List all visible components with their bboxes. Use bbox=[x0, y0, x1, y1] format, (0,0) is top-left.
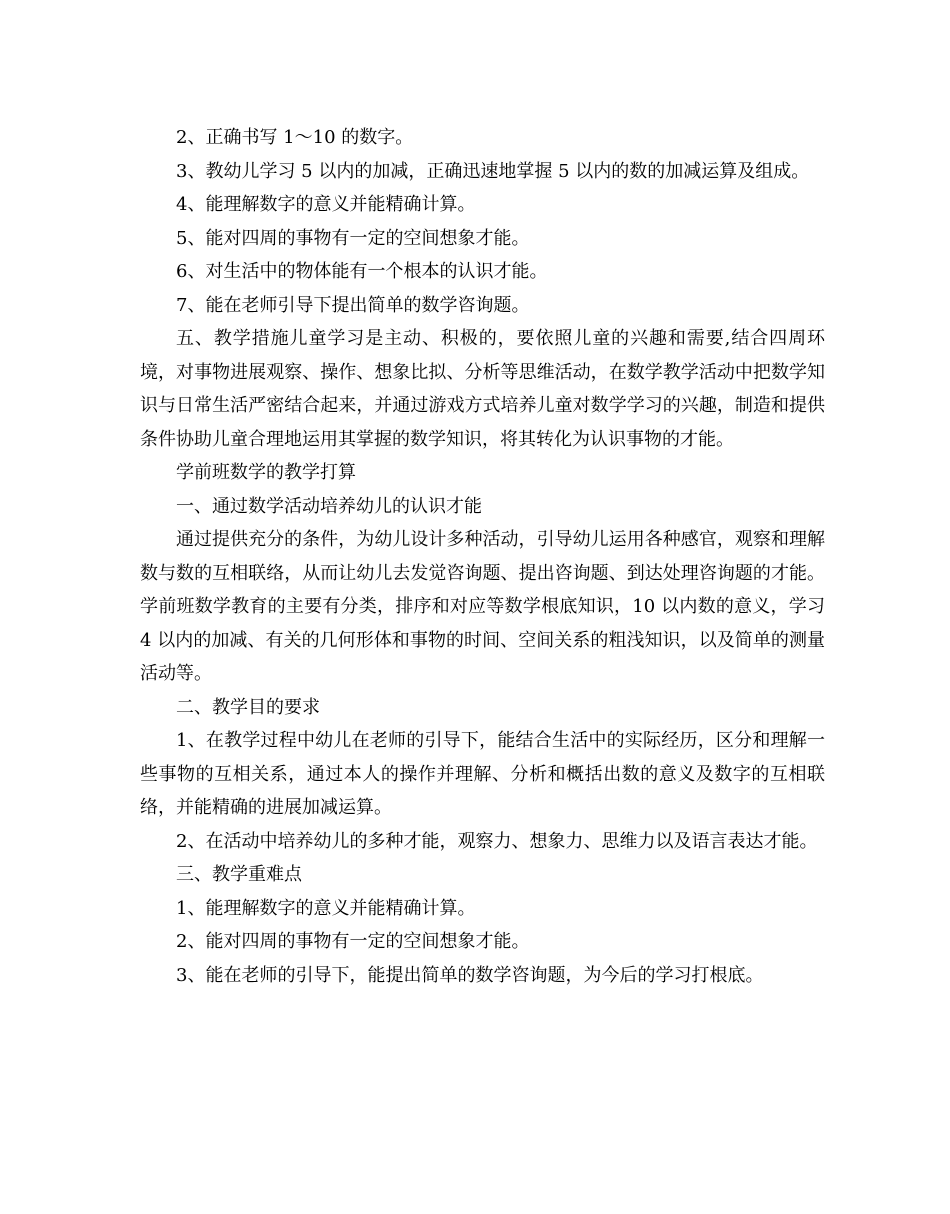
paragraph-requirement-1: 1、在教学过程中幼儿在老师的引导下，能结合生活中的实际经历，区分和理解一些事物的互相关系，通过本人的操作并理解、分析和概括出数的意义及数字的互相联络，并能精确的进展加减运算。 bbox=[140, 730, 825, 818]
paragraph-keypoint-3: 3、能在老师的引导下，能提出简单的数学咨询题，为今后的学习打根底。 bbox=[176, 964, 764, 986]
paragraph-keypoint-1: 1、能理解数字的意义并能精确计算。 bbox=[176, 897, 476, 919]
paragraph-goal-5: 5、能对四周的事物有一定的空间想象才能。 bbox=[176, 227, 530, 249]
paragraph-keypoint-2: 2、能对四周的事物有一定的空间想象才能。 bbox=[176, 931, 530, 952]
paragraph-goal-4: 4、能理解数字的意义并能精确计算。 bbox=[176, 194, 476, 215]
paragraph-teaching-measures: 五、教学措施儿童学习是主动、积极的，要依照儿童的兴趣和需要,结合四周环境，对事物进展观察、操作、想象比拟、分析等思维活动，在数学教学活动中把数学知识与日常生活严密结合起来，并通过游戏方式培养儿童对数学学习的兴趣，制造和提供条件协助儿童合理地运用其掌握的数学知识，将其转化为认识事物的才能。 bbox=[140, 328, 825, 450]
paragraph-goal-3: 3、教幼儿学习 5 以内的加减，正确迅速地掌握 5 以内的数的加减运算及组成。 bbox=[176, 160, 810, 182]
heading-section-one: 一、通过数学活动培养幼儿的认识才能 bbox=[176, 495, 482, 517]
paragraph-goal-6: 6、对生活中的物体能有一个根本的认识才能。 bbox=[176, 261, 548, 282]
paragraph-goal-7: 7、能在老师引导下提出简单的数学咨询题。 bbox=[176, 294, 530, 316]
document-body bbox=[140, 121, 825, 992]
paragraph-requirement-2: 2、在活动中培养幼儿的多种才能，观察力、想象力、思维力以及语言表达才能。 bbox=[176, 830, 818, 852]
heading-section-three: 三、教学重难点 bbox=[176, 864, 302, 885]
heading-section-two: 二、教学目的要求 bbox=[176, 696, 320, 718]
section-title-teaching-plan: 学前班数学的教学打算 bbox=[176, 462, 356, 483]
paragraph-goal-2: 2、正确书写 1～10 的数字。 bbox=[176, 127, 414, 148]
paragraph-section-one-body: 通过提供充分的条件，为幼儿设计多种活动，引导幼儿运用各种感官，观察和理解数与数的互相联络，从而让幼儿去发觉咨询题、提出咨询题、到达处理咨询题的才能。学前班数学教育的主要有分类，排序和对应等数学根底知识，10 以内数的意义，学习 4 以内的加减、有关的几何形体和事物的时间、空间关系的粗浅知识，以及简单的测量活动等。 bbox=[140, 529, 825, 684]
